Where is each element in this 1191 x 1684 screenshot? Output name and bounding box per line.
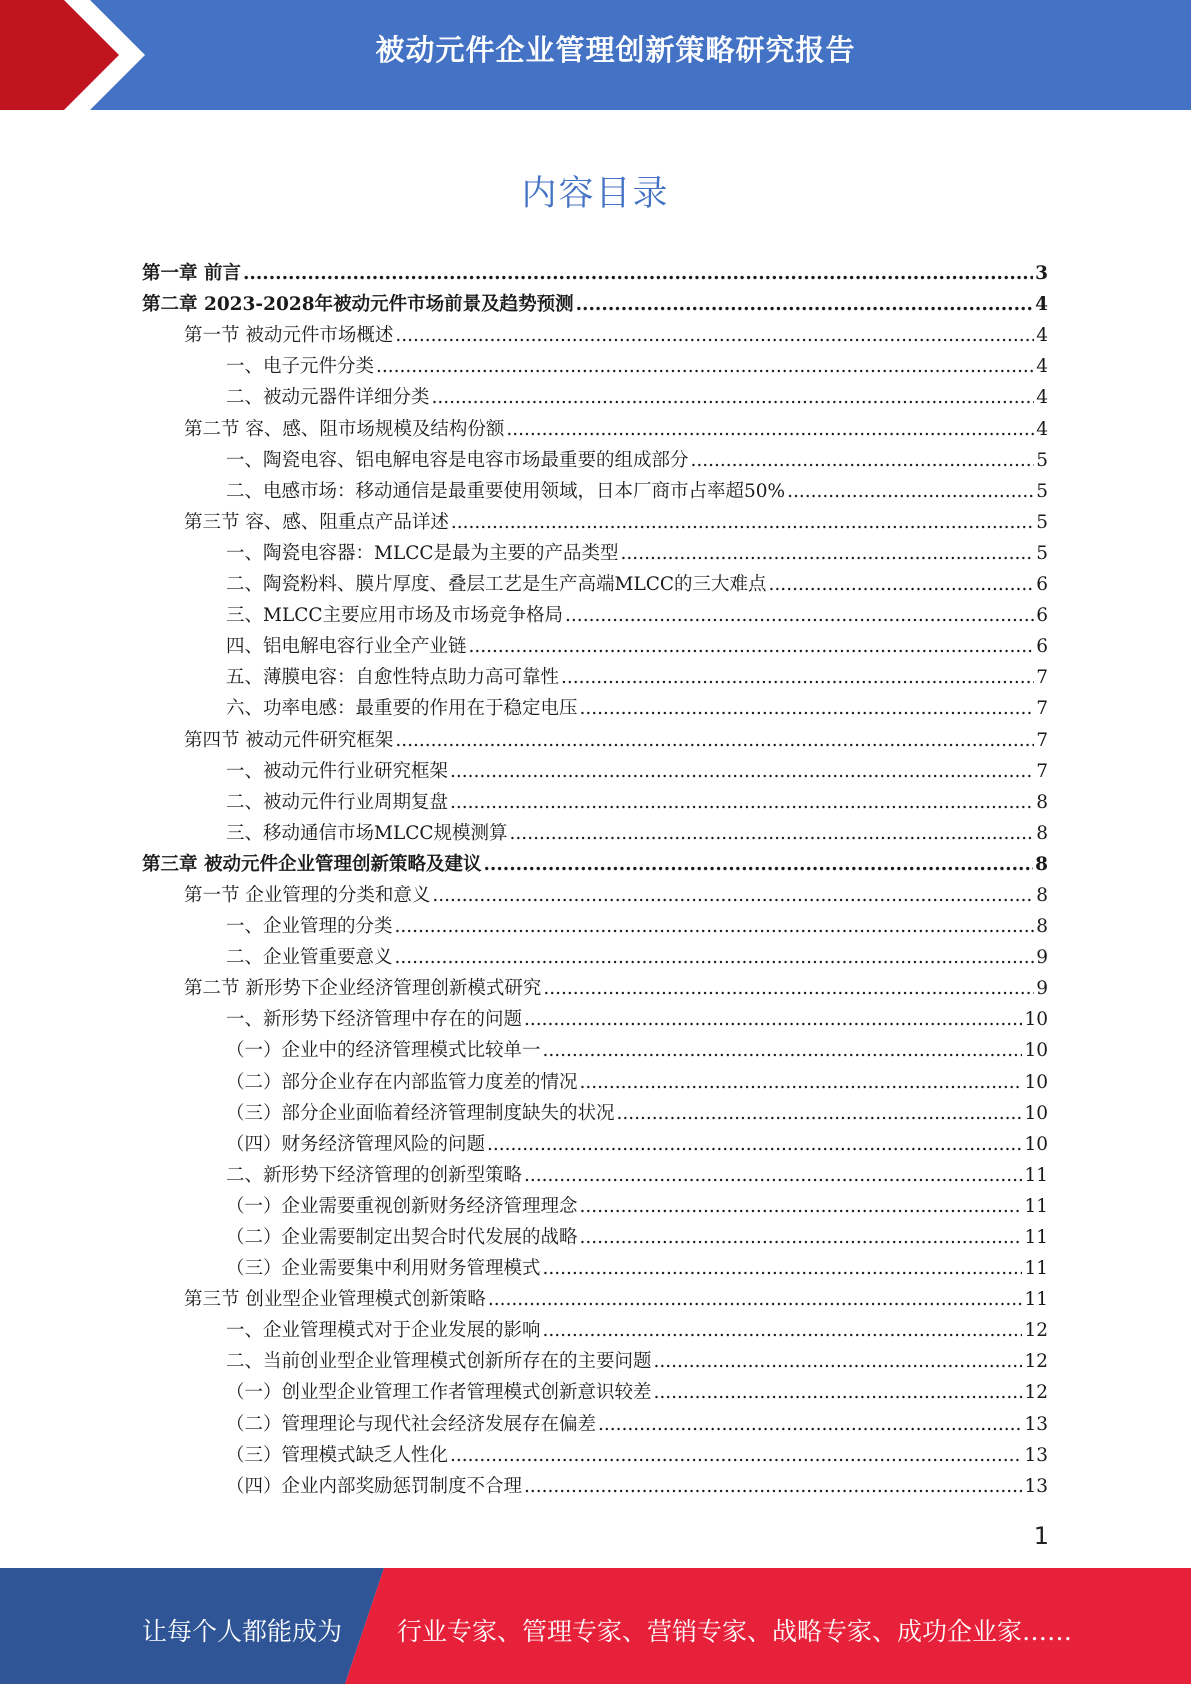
toc-entry-text: 第二章 2023-2028年被动元件市场前景及趋势预测 [142, 294, 574, 316]
toc-entry-page: 8 [1036, 822, 1048, 844]
toc-entry-text: （三）部分企业面临着经济管理制度缺失的状况 [226, 1102, 615, 1124]
toc-leader-dots [432, 884, 1034, 908]
toc-entry-page: 8 [1036, 791, 1048, 813]
toc-entry-text: 一、新形势下经济管理中存在的问题 [226, 1009, 523, 1031]
toc-leader-dots [395, 729, 1034, 753]
toc-entry-text: 二、被动元器件详细分类 [226, 387, 430, 409]
toc-entry-page: 7 [1036, 729, 1048, 751]
toc-leader-dots [580, 697, 1035, 721]
toc-entry-page: 10 [1024, 1071, 1048, 1093]
report-title: 被动元件企业管理创新策略研究报告 [375, 33, 856, 67]
toc-entry-page: 5 [1036, 480, 1048, 502]
toc-entry-page: 6 [1036, 636, 1048, 658]
toc-entry-page: 10 [1024, 1040, 1048, 1062]
toc-entry[interactable] [142, 846, 1048, 877]
toc-leader-dots [576, 293, 1034, 317]
toc-entry-text: 一、电子元件分类 [226, 356, 375, 378]
footer-banner [0, 1568, 1191, 1684]
toc-entry[interactable] [142, 1468, 1048, 1499]
toc-leader-dots [395, 324, 1034, 348]
toc-entry[interactable] [142, 690, 1048, 721]
toc-entry-page: 10 [1024, 1009, 1048, 1031]
toc-entry-page: 11 [1024, 1258, 1048, 1280]
toc-entry-page: 11 [1024, 1195, 1048, 1217]
toc-leader-dots [524, 1164, 1022, 1188]
toc-entry-text: 一、企业管理的分类 [226, 916, 393, 938]
toc-entry-text: （三）企业需要集中利用财务管理模式 [226, 1258, 541, 1280]
toc-entry[interactable] [142, 535, 1048, 566]
toc-entry-text: 三、移动通信市场MLCC规模测算 [226, 822, 508, 844]
toc-entry-text: 第二节 新形势下企业经济管理创新模式研究 [184, 978, 542, 1000]
toc-entry-page: 10 [1024, 1102, 1048, 1124]
toc-leader-dots [769, 573, 1035, 597]
toc-entry-text: 一、被动元件行业研究框架 [226, 760, 449, 782]
toc-entry[interactable] [142, 1157, 1048, 1188]
toc-entry[interactable] [142, 1063, 1048, 1094]
toc-entry[interactable] [142, 1437, 1048, 1468]
toc-entry-page: 12 [1024, 1382, 1048, 1404]
toc-entry-text: 一、陶瓷电容器：MLCC是最为主要的产品类型 [226, 542, 619, 564]
toc-entry[interactable] [142, 1374, 1048, 1405]
toc-entry-page: 4 [1036, 356, 1048, 378]
toc-entry[interactable] [142, 473, 1048, 504]
toc-leader-dots [488, 1288, 1023, 1312]
toc-entry-text: （二）部分企业存在内部监管力度差的情况 [226, 1071, 578, 1093]
toc-entry-text: （一）创业型企业管理工作者管理模式创新意识较差 [226, 1382, 652, 1404]
toc-entry-page: 3 [1035, 263, 1048, 285]
toc-entry[interactable] [142, 659, 1048, 690]
toc-entry-page: 5 [1036, 542, 1048, 564]
page-number: 1 [1033, 1522, 1049, 1550]
toc-entry[interactable] [142, 1250, 1048, 1281]
toc-entry[interactable] [142, 784, 1048, 815]
toc-leader-dots [450, 1444, 1022, 1468]
toc-entry[interactable] [142, 286, 1048, 317]
toc-entry[interactable] [142, 815, 1048, 846]
toc-leader-dots [432, 386, 1035, 410]
toc-entry-text: （一）企业需要重视创新财务经济管理理念 [226, 1195, 578, 1217]
toc-leader-dots [469, 635, 1035, 659]
toc-entry-text: 第一节 企业管理的分类和意义 [184, 884, 431, 906]
toc-entry-page: 11 [1024, 1289, 1048, 1311]
table-of-contents [142, 255, 1048, 1499]
toc-entry[interactable] [142, 255, 1048, 286]
toc-entry-text: 一、陶瓷电容、铝电解电容是电容市场最重要的组成部分 [226, 449, 689, 471]
toc-entry[interactable] [142, 1095, 1048, 1126]
toc-entry[interactable] [142, 442, 1048, 473]
toc-leader-dots [506, 418, 1034, 442]
toc-entry-page: 5 [1036, 511, 1048, 533]
toc-entry-text: （二）企业需要制定出契合时代发展的战略 [226, 1227, 578, 1248]
toc-entry[interactable] [142, 1032, 1048, 1063]
toc-leader-dots [621, 542, 1035, 566]
toc-entry-page: 4 [1035, 294, 1048, 316]
toc-entry-page: 13 [1024, 1413, 1048, 1435]
toc-entry[interactable] [142, 1281, 1048, 1312]
toc-leader-dots [483, 853, 1033, 877]
toc-entry-page: 10 [1024, 1133, 1048, 1155]
toc-title: 内容目录 [521, 174, 670, 214]
toc-entry-text: 二、新形势下经济管理的创新型策略 [226, 1164, 523, 1186]
toc-entry-page: 7 [1036, 667, 1048, 689]
toc-entry-page: 11 [1024, 1227, 1048, 1248]
toc-entry[interactable] [142, 1312, 1048, 1343]
toc-leader-dots [524, 1008, 1022, 1032]
toc-entry-page: 13 [1024, 1444, 1048, 1466]
toc-entry-page: 8 [1035, 853, 1048, 875]
toc-entry[interactable] [142, 597, 1048, 628]
toc-entry[interactable] [142, 348, 1048, 379]
toc-leader-dots [543, 1257, 1023, 1281]
toc-entry-page: 12 [1024, 1351, 1048, 1373]
toc-entry[interactable] [142, 877, 1048, 908]
toc-entry[interactable] [142, 908, 1048, 939]
toc-leader-dots [395, 915, 1035, 939]
toc-entry-page: 5 [1036, 449, 1048, 471]
toc-entry-text: 第三节 容、感、阻重点产品详述 [184, 511, 449, 533]
toc-leader-dots [376, 355, 1034, 379]
toc-entry-text: （四）企业内部奖励惩罚制度不合理 [226, 1475, 523, 1497]
toc-entry-page: 11 [1024, 1164, 1048, 1186]
toc-entry[interactable] [142, 504, 1048, 535]
toc-entry-text: 第一章 前言 [142, 263, 241, 285]
toc-entry-text: 第四节 被动元件研究框架 [184, 729, 394, 751]
toc-entry[interactable] [142, 721, 1048, 752]
toc-entry-page: 9 [1036, 978, 1048, 1000]
toc-entry-page: 7 [1036, 760, 1048, 782]
toc-entry-page: 4 [1036, 325, 1048, 347]
toc-entry[interactable] [142, 1188, 1048, 1219]
toc-entry-text: （一）企业中的经济管理模式比较单一 [226, 1040, 541, 1062]
toc-entry-text: 第一节 被动元件市场概述 [184, 325, 394, 347]
toc-entry-page: 4 [1036, 387, 1048, 409]
toc-leader-dots [565, 604, 1034, 628]
toc-entry-text: 第三节 创业型企业管理模式创新策略 [184, 1289, 486, 1311]
toc-leader-dots [580, 1226, 1023, 1250]
toc-leader-dots [617, 1102, 1023, 1126]
toc-leader-dots [598, 1413, 1022, 1437]
toc-entry-text: 四、铝电解电容行业全产业链 [226, 636, 467, 658]
toc-entry[interactable] [142, 970, 1048, 1001]
footer-slogan-left: 让每个人都能成为 [142, 1617, 343, 1646]
toc-entry[interactable] [142, 1405, 1048, 1436]
toc-entry-text: 第三章 被动元件企业管理创新策略及建议 [142, 853, 482, 875]
toc-entry-text: 一、企业管理模式对于企业发展的影响 [226, 1320, 541, 1342]
toc-entry-page: 9 [1036, 947, 1048, 969]
toc-entry-page: 13 [1024, 1475, 1048, 1497]
toc-entry-text: 第二节 容、感、阻市场规模及结构份额 [184, 418, 505, 440]
toc-entry-text: 五、薄膜电容：自愈性特点助力高可靠性 [226, 667, 560, 689]
toc-entry-text: （四）财务经济管理风险的问题 [226, 1133, 486, 1155]
toc-entry[interactable] [142, 317, 1048, 348]
toc-leader-dots [243, 262, 1033, 286]
toc-entry-text: 二、企业管重要意义 [226, 947, 393, 969]
toc-entry[interactable] [142, 379, 1048, 410]
toc-entry-page: 6 [1036, 574, 1048, 596]
toc-leader-dots [580, 1195, 1023, 1219]
toc-entry[interactable] [142, 628, 1048, 659]
toc-entry[interactable] [142, 1219, 1048, 1250]
toc-entry-page: 4 [1036, 418, 1048, 440]
toc-leader-dots [395, 946, 1035, 970]
toc-entry-text: （二）管理理论与现代社会经济发展存在偏差 [226, 1413, 597, 1435]
toc-entry-text: 六、功率电感：最重要的作用在于稳定电压 [226, 698, 578, 720]
toc-entry[interactable] [142, 1343, 1048, 1374]
toc-entry-page: 8 [1036, 916, 1048, 938]
toc-entry[interactable] [142, 1001, 1048, 1032]
toc-leader-dots [524, 1475, 1022, 1499]
toc-entry-text: 二、电感市场：移动通信是最重要使用领域，日本厂商市占率超50% [226, 480, 786, 502]
toc-leader-dots [543, 1319, 1023, 1343]
toc-leader-dots [691, 449, 1035, 473]
toc-leader-dots [450, 760, 1034, 784]
toc-entry-text: 二、陶瓷粉料、膜片厚度、叠层工艺是生产高端MLCC的三大难点 [226, 574, 767, 596]
toc-entry-text: （三）管理模式缺乏人性化 [226, 1444, 449, 1466]
toc-leader-dots [510, 822, 1035, 846]
toc-entry[interactable] [142, 753, 1048, 784]
toc-entry[interactable] [142, 939, 1048, 970]
toc-entry-text: 二、当前创业型企业管理模式创新所存在的主要问题 [226, 1351, 652, 1373]
toc-leader-dots [487, 1133, 1022, 1157]
toc-entry[interactable] [142, 410, 1048, 441]
toc-entry-page: 6 [1036, 605, 1048, 627]
toc-entry-page: 12 [1024, 1320, 1048, 1342]
toc-leader-dots [654, 1381, 1023, 1405]
toc-entry-text: 三、MLCC主要应用市场及市场竞争格局 [226, 605, 564, 627]
toc-entry-page: 7 [1036, 698, 1048, 720]
toc-leader-dots [787, 480, 1034, 504]
toc-entry[interactable] [142, 1126, 1048, 1157]
toc-entry[interactable] [142, 566, 1048, 597]
toc-leader-dots [561, 666, 1034, 690]
footer-slogan-right: 行业专家、管理专家、营销专家、战略专家、成功企业家…… [397, 1617, 1073, 1646]
toc-leader-dots [543, 977, 1034, 1001]
header-bar [0, 0, 1191, 110]
toc-leader-dots [543, 1039, 1023, 1063]
toc-entry-text: 二、被动元件行业周期复盘 [226, 791, 449, 813]
toc-entry-page: 8 [1036, 884, 1048, 906]
toc-leader-dots [580, 1071, 1023, 1095]
toc-leader-dots [450, 791, 1034, 815]
toc-leader-dots [451, 511, 1034, 535]
toc-leader-dots [654, 1350, 1023, 1374]
